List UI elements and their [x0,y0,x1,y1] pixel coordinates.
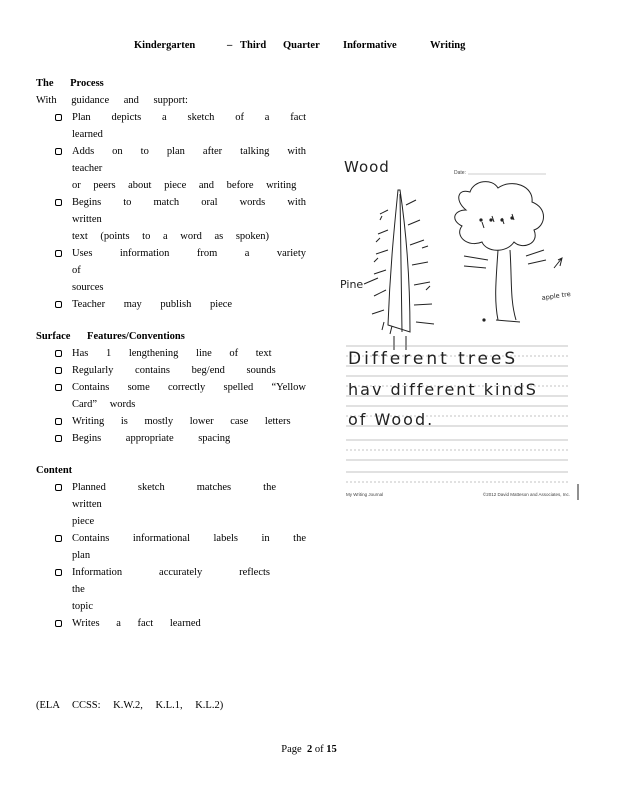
process-intro: With guidance and support: [36,95,188,106]
rubric-column [36,75,306,632]
list-item: Begins to match oral words with written text (points to a word as spoken) [36,194,306,245]
checkbox-icon [55,350,62,357]
checkbox-icon [55,620,62,627]
list-item: Has 1 lengthening line of text [36,345,306,362]
checkbox-icon [55,484,62,491]
list-item: Contains some correctly spelled “Yellow Card” words [36,379,306,413]
pine-arrow [364,278,378,284]
list-item: Teacher may publish piece [36,296,306,313]
document-header [0,40,618,56]
list-item: Writes a fact learned [36,615,306,632]
page-number: Page 2 of 15 [281,744,337,755]
checkbox-icon [55,418,62,425]
apple-dot [510,216,513,219]
checkbox-icon [55,114,62,121]
date-label: Date: [454,170,466,176]
apple-dot [489,218,492,221]
header-quarter: Quarter [283,40,320,51]
sentence-line-3: of Wood. [348,410,435,429]
header-third: Third [240,40,267,51]
list-item: Planned sketch matches the written piece [36,479,306,530]
wood-label: Wood [344,158,390,176]
header-genre: Informative [343,40,397,51]
content-list [36,479,306,632]
pine-label: Pine [340,278,364,291]
surface-title: Surface Features/Conventions [36,331,185,342]
journal-footer-right: ©2012 David Matteson and Associates, Inc. [482,492,570,497]
student-writing-sample [336,150,580,504]
checkbox-icon [55,250,62,257]
sentence-line-2: hav different kindS [348,380,538,399]
sentence-line-1: Different treeS [348,349,519,369]
list-item: Adds on to plan after talking with teacher or peers about piece and before writing [36,143,306,194]
list-item: Plan depicts a sketch of a fact learned [36,109,306,143]
header-grade: Kindergarten [134,40,196,51]
list-item: Writing is mostly lower case letters [36,413,306,430]
header-dash: – [227,40,233,51]
list-item: Information accurately reflects the topic [36,564,306,615]
apple-label: apple tre [541,289,572,302]
header-subject: Writing [430,40,466,51]
checkbox-icon [55,569,62,576]
process-title: The Process [36,78,104,89]
journal-footer-left: My Writing Journal [346,492,384,497]
checkbox-icon [55,148,62,155]
list-item: Uses information from a variety of sources [36,245,306,296]
checkbox-icon [55,199,62,206]
content-title: Content [36,465,73,476]
surface-list [36,345,306,447]
list-item: Contains informational labels in the plan [36,530,306,564]
pine-tree-sketch [372,190,434,350]
checkbox-icon [55,301,62,308]
apple-dot [500,218,503,221]
apple-dot [479,218,482,221]
process-list [36,109,306,313]
apple-dot [482,318,485,321]
list-item: Regularly contains beg/end sounds [36,362,306,379]
checkbox-icon [55,384,62,391]
list-item: Begins appropriate spacing [36,430,306,447]
standards-reference: (ELA CCSS: K.W.2, K.L.1, K.L.2) [36,700,224,711]
checkbox-icon [55,367,62,374]
checkbox-icon [55,435,62,442]
checkbox-icon [55,535,62,542]
